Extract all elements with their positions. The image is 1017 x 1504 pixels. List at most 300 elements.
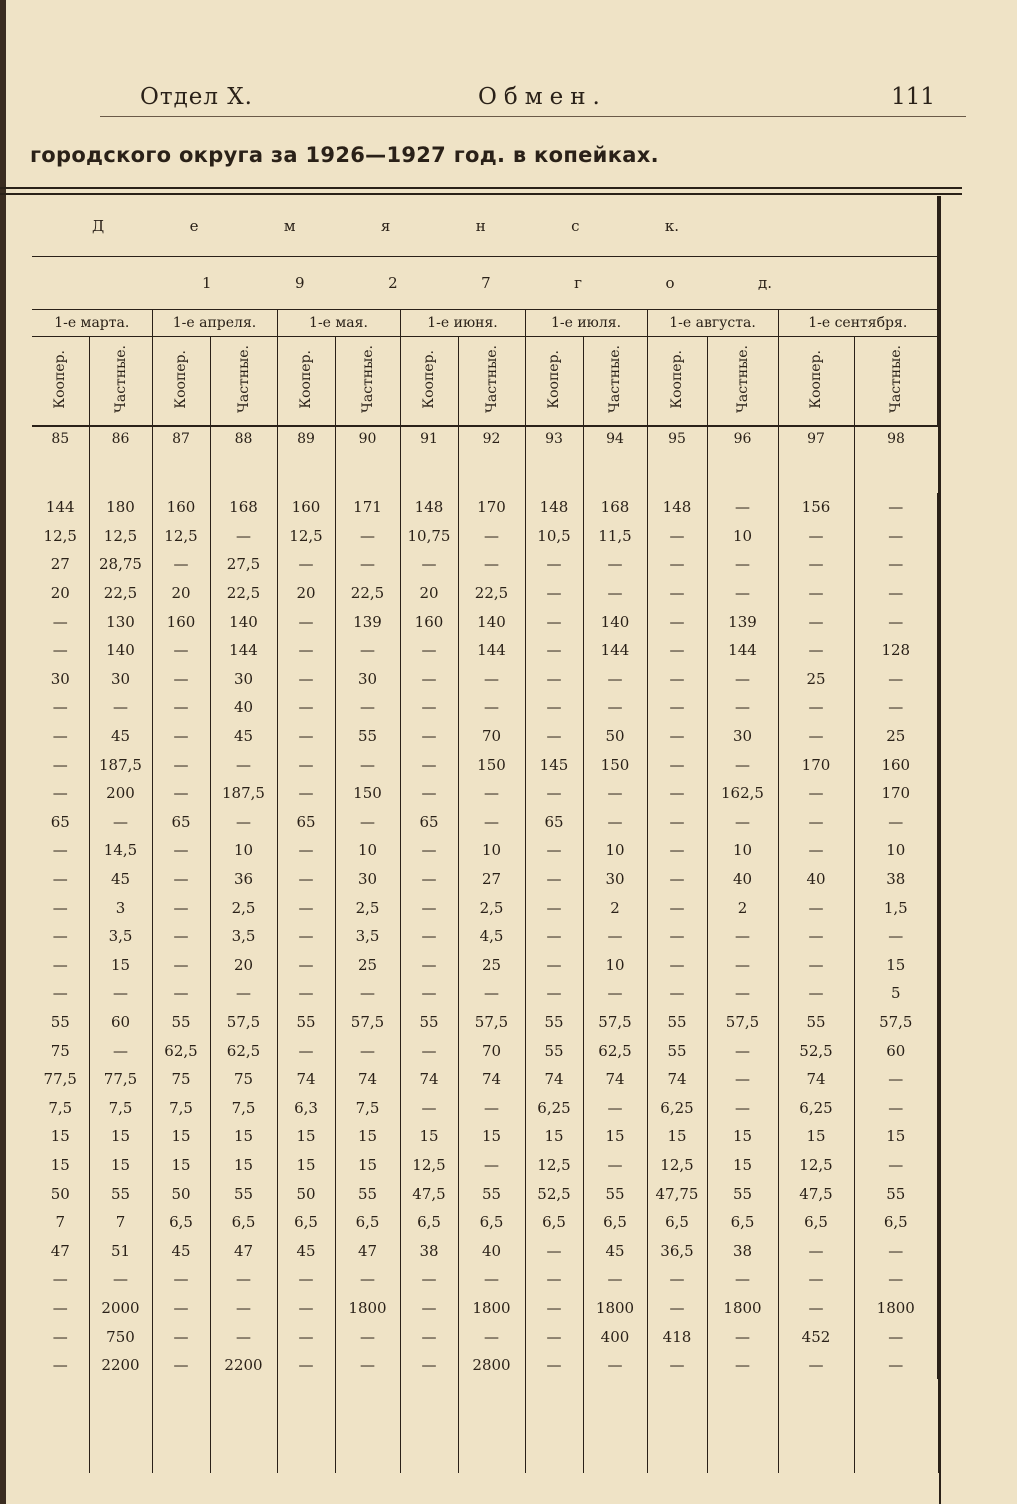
table-cell: — xyxy=(277,922,335,951)
table-cell: — xyxy=(335,693,400,722)
table-cell: — xyxy=(32,693,89,722)
table-row xyxy=(32,836,938,865)
column-number: 86 xyxy=(89,426,152,451)
table-cell: 22,5 xyxy=(335,579,400,608)
tail-cell xyxy=(32,1379,89,1473)
table-cell: 6,5 xyxy=(335,1208,400,1237)
table-cell: — xyxy=(854,922,938,951)
table-cell: — xyxy=(277,607,335,636)
table-cell: 6,25 xyxy=(525,1093,583,1122)
table-cell: — xyxy=(707,922,778,951)
table-cell: 50 xyxy=(32,1179,89,1208)
table-cell: — xyxy=(647,1351,707,1380)
table-cell: — xyxy=(778,951,854,980)
type-header-cell xyxy=(458,337,525,427)
table-cell: — xyxy=(152,636,210,665)
table-cell: — xyxy=(335,1265,400,1294)
table-cell: — xyxy=(152,665,210,694)
table-cell: 11,5 xyxy=(583,522,647,551)
table-cell: 15 xyxy=(647,1122,707,1151)
table-cell: — xyxy=(400,1036,458,1065)
table-cell: — xyxy=(400,550,458,579)
table-cell: — xyxy=(400,636,458,665)
table-cell: 7 xyxy=(89,1208,152,1237)
gap-cell xyxy=(89,451,152,493)
table-cell: — xyxy=(458,979,525,1008)
table-cell: — xyxy=(854,607,938,636)
table-cell: 10 xyxy=(458,836,525,865)
table-cell: 148 xyxy=(525,493,583,522)
table-row xyxy=(32,979,938,1008)
table-cell: — xyxy=(152,750,210,779)
gap-cell xyxy=(32,451,89,493)
table-cell: — xyxy=(277,836,335,865)
table-cell: — xyxy=(335,636,400,665)
table-cell: — xyxy=(32,1351,89,1380)
type-header-cell xyxy=(210,337,277,427)
table-cell: 12,5 xyxy=(32,522,89,551)
table-cell: — xyxy=(458,1093,525,1122)
coop-label: Коопер. xyxy=(173,349,189,409)
table-cell: 144 xyxy=(707,636,778,665)
table-cell: 15 xyxy=(335,1122,400,1151)
table-cell: — xyxy=(583,693,647,722)
table-cell: 30 xyxy=(210,665,277,694)
table-cell: 51 xyxy=(89,1236,152,1265)
year-letter: г xyxy=(574,274,582,292)
table-cell: — xyxy=(583,779,647,808)
table-row xyxy=(32,1093,938,1122)
table-cell: — xyxy=(854,1236,938,1265)
table-row xyxy=(32,1236,938,1265)
table-cell: — xyxy=(707,1036,778,1065)
table-cell: — xyxy=(277,550,335,579)
table-cell: — xyxy=(335,550,400,579)
table-cell: — xyxy=(583,1093,647,1122)
table-cell: 55 xyxy=(400,1008,458,1037)
table-cell: — xyxy=(854,808,938,837)
table-cell: — xyxy=(778,1265,854,1294)
month-header: 1-е апреля. xyxy=(152,310,277,337)
type-header-cell xyxy=(707,337,778,427)
table-cell: — xyxy=(400,693,458,722)
table-cell: — xyxy=(854,1351,938,1380)
table-cell: — xyxy=(32,979,89,1008)
table-cell: 65 xyxy=(32,808,89,837)
table-cell: 40 xyxy=(778,865,854,894)
table-cell: 171 xyxy=(335,493,400,522)
table-cell: — xyxy=(400,1351,458,1380)
table-cell: 45 xyxy=(89,722,152,751)
month-header: 1-е июня. xyxy=(400,310,525,337)
coop-label: Коопер. xyxy=(52,349,69,409)
table-cell: — xyxy=(458,1265,525,1294)
column-number: 94 xyxy=(583,426,647,451)
column-number: 87 xyxy=(152,426,210,451)
table-cell: — xyxy=(277,722,335,751)
table-cell: — xyxy=(525,893,583,922)
table-cell: — xyxy=(277,1351,335,1380)
column-number: 89 xyxy=(277,426,335,451)
type-header-cell xyxy=(525,337,583,427)
table-cell: — xyxy=(152,779,210,808)
table-cell: 15 xyxy=(525,1122,583,1151)
table-cell: — xyxy=(707,550,778,579)
table-cell: — xyxy=(89,1036,152,1065)
table-cell: — xyxy=(152,836,210,865)
table-cell: 57,5 xyxy=(210,1008,277,1037)
tail-cell xyxy=(400,1379,458,1473)
year-letter: 7 xyxy=(481,274,491,292)
table-cell: — xyxy=(32,893,89,922)
table-cell: 150 xyxy=(458,750,525,779)
table-cell: 30 xyxy=(583,865,647,894)
table-cell: — xyxy=(277,693,335,722)
table-cell: — xyxy=(647,722,707,751)
table-cell: — xyxy=(335,750,400,779)
table-cell: — xyxy=(778,579,854,608)
table-cell: — xyxy=(400,779,458,808)
table-cell: 77,5 xyxy=(32,1065,89,1094)
table-cell: — xyxy=(583,922,647,951)
table-cell: — xyxy=(210,1294,277,1323)
table-cell: 25 xyxy=(458,951,525,980)
table-cell: 168 xyxy=(583,493,647,522)
tail-cell xyxy=(458,1379,525,1473)
table-cell: 15 xyxy=(854,951,938,980)
table-cell: — xyxy=(400,865,458,894)
table-row xyxy=(32,607,938,636)
table-row xyxy=(32,693,938,722)
table-cell: — xyxy=(854,1322,938,1351)
table-cell: — xyxy=(778,893,854,922)
table-cell: 140 xyxy=(89,636,152,665)
city-letter: е xyxy=(189,217,199,235)
column-number: 92 xyxy=(458,426,525,451)
month-header: 1-е мая. xyxy=(277,310,400,337)
table-cell: 50 xyxy=(583,722,647,751)
table-cell: 139 xyxy=(707,607,778,636)
table-cell: — xyxy=(152,550,210,579)
table-cell: — xyxy=(778,636,854,665)
page-binding-edge xyxy=(0,0,6,1504)
table-cell: — xyxy=(707,665,778,694)
table-cell: 57,5 xyxy=(335,1008,400,1037)
table-cell: — xyxy=(525,636,583,665)
type-header-cell xyxy=(400,337,458,427)
table-cell: — xyxy=(778,808,854,837)
table-cell: 20 xyxy=(32,579,89,608)
table-cell: 28,75 xyxy=(89,550,152,579)
table-cell: 22,5 xyxy=(458,579,525,608)
table-cell: — xyxy=(277,636,335,665)
table-cell: 160 xyxy=(152,607,210,636)
table-cell: — xyxy=(707,693,778,722)
table-row xyxy=(32,808,938,837)
table-cell: — xyxy=(583,1151,647,1180)
table-cell: 144 xyxy=(210,636,277,665)
table-cell: 10 xyxy=(707,522,778,551)
table-cell: — xyxy=(335,979,400,1008)
table-cell: 10 xyxy=(707,836,778,865)
table-cell: — xyxy=(707,979,778,1008)
table-row xyxy=(32,893,938,922)
table-cell: 7,5 xyxy=(89,1093,152,1122)
table-cell: — xyxy=(647,922,707,951)
table-cell: — xyxy=(400,750,458,779)
table-cell: 45 xyxy=(277,1236,335,1265)
type-header-cell xyxy=(89,337,152,427)
table-cell: 52,5 xyxy=(525,1179,583,1208)
table-cell: — xyxy=(152,865,210,894)
gap-cell xyxy=(400,451,458,493)
tail-cell xyxy=(647,1379,707,1473)
table-row xyxy=(32,1008,938,1037)
table-cell: — xyxy=(854,693,938,722)
table-cell: — xyxy=(778,550,854,579)
table-cell: 55 xyxy=(525,1008,583,1037)
table-cell: — xyxy=(707,493,778,522)
tail-cell xyxy=(335,1379,400,1473)
right-frame-rule xyxy=(939,196,941,1504)
table-cell: 3,5 xyxy=(335,922,400,951)
table-cell: — xyxy=(647,808,707,837)
table-cell: 77,5 xyxy=(89,1065,152,1094)
table-cell: — xyxy=(525,865,583,894)
table-cell: — xyxy=(647,636,707,665)
table-cell: 160 xyxy=(152,493,210,522)
table-cell: — xyxy=(583,1351,647,1380)
table-cell: — xyxy=(458,693,525,722)
table-cell: 1800 xyxy=(854,1294,938,1323)
table-cell: 15 xyxy=(210,1122,277,1151)
table-cell: 7,5 xyxy=(335,1093,400,1122)
table-cell: 15 xyxy=(89,951,152,980)
table-cell: 160 xyxy=(277,493,335,522)
table-cell: — xyxy=(32,1294,89,1323)
table-cell: 55 xyxy=(32,1008,89,1037)
table-cell: 1800 xyxy=(458,1294,525,1323)
table-cell: — xyxy=(647,779,707,808)
table-cell: — xyxy=(32,1265,89,1294)
table-cell: 418 xyxy=(647,1322,707,1351)
table-cell: — xyxy=(707,1322,778,1351)
table-cell: — xyxy=(458,665,525,694)
tail-cell xyxy=(89,1379,152,1473)
table-cell: 170 xyxy=(458,493,525,522)
table-cell: — xyxy=(400,951,458,980)
table-cell: 1800 xyxy=(707,1294,778,1323)
table-row xyxy=(32,1151,938,1180)
column-number: 96 xyxy=(707,426,778,451)
table-row xyxy=(32,665,938,694)
gap-cell xyxy=(647,451,707,493)
table-cell: — xyxy=(32,951,89,980)
table-cell: 55 xyxy=(525,1036,583,1065)
tail-cell xyxy=(525,1379,583,1473)
type-header-cell xyxy=(583,337,647,427)
table-row xyxy=(32,550,938,579)
table-cell: — xyxy=(152,722,210,751)
table-cell: — xyxy=(32,922,89,951)
table-cell: 2000 xyxy=(89,1294,152,1323)
table-cell: 38 xyxy=(854,865,938,894)
coop-label: Коопер. xyxy=(546,349,562,409)
table-cell: 6,5 xyxy=(647,1208,707,1237)
table-cell: 15 xyxy=(152,1122,210,1151)
table-cell: — xyxy=(152,1294,210,1323)
table-cell: 50 xyxy=(277,1179,335,1208)
table-cell: 38 xyxy=(707,1236,778,1265)
table-cell: 148 xyxy=(400,493,458,522)
table-cell: 128 xyxy=(854,636,938,665)
table-cell: 145 xyxy=(525,750,583,779)
table-cell: — xyxy=(335,1036,400,1065)
table-cell: 160 xyxy=(400,607,458,636)
table-row xyxy=(32,636,938,665)
table-cell: 15 xyxy=(583,1122,647,1151)
table-cell: 170 xyxy=(778,750,854,779)
table-cell: — xyxy=(277,1294,335,1323)
table-cell: 36,5 xyxy=(647,1236,707,1265)
table-cell: — xyxy=(647,665,707,694)
table-cell: 47 xyxy=(335,1236,400,1265)
coop-label: Коопер. xyxy=(669,349,685,409)
table-cell: — xyxy=(152,693,210,722)
table-cell: 27 xyxy=(458,865,525,894)
table-cell: — xyxy=(778,693,854,722)
table-row xyxy=(32,1065,938,1094)
table-cell: 6,25 xyxy=(647,1093,707,1122)
table-cell: 20 xyxy=(210,951,277,980)
table-row xyxy=(32,750,938,779)
table-cell: 40 xyxy=(458,1236,525,1265)
city-letter: с xyxy=(571,217,580,235)
table-cell: 140 xyxy=(583,607,647,636)
private-label: Частные. xyxy=(734,345,751,413)
table-cell: — xyxy=(335,808,400,837)
table-cell: 7,5 xyxy=(210,1093,277,1122)
table-cell: 140 xyxy=(210,607,277,636)
table-cell: — xyxy=(647,607,707,636)
table-cell: 12,5 xyxy=(89,522,152,551)
table-cell: 6,5 xyxy=(778,1208,854,1237)
table-cell: 20 xyxy=(277,579,335,608)
table-cell: 130 xyxy=(89,607,152,636)
table-cell: — xyxy=(458,550,525,579)
table-row xyxy=(32,522,938,551)
type-header-cell xyxy=(778,337,854,427)
city-letter: Д xyxy=(92,217,105,235)
table-cell: — xyxy=(778,836,854,865)
table-cell: 160 xyxy=(854,750,938,779)
year-letter: 9 xyxy=(295,274,305,292)
coop-label: Коопер. xyxy=(298,349,314,409)
table-cell: 162,5 xyxy=(707,779,778,808)
table-cell: 55 xyxy=(335,722,400,751)
table-cell: — xyxy=(210,522,277,551)
table-cell: 12,5 xyxy=(277,522,335,551)
type-header-cell xyxy=(152,337,210,427)
table-cell: 30 xyxy=(335,865,400,894)
table-cell: — xyxy=(854,665,938,694)
table-cell: — xyxy=(525,979,583,1008)
table-cell: 65 xyxy=(152,808,210,837)
table-cell: 45 xyxy=(152,1236,210,1265)
table-row xyxy=(32,493,938,522)
table-cell: — xyxy=(152,979,210,1008)
tail-cell xyxy=(152,1379,210,1473)
table-cell: — xyxy=(647,836,707,865)
tail-cell xyxy=(210,1379,277,1473)
table-cell: — xyxy=(583,579,647,608)
table-cell: 15 xyxy=(707,1122,778,1151)
table-cell: 60 xyxy=(854,1036,938,1065)
table-cell: 75 xyxy=(32,1036,89,1065)
tail-cell xyxy=(854,1379,938,1473)
table-cell: — xyxy=(400,922,458,951)
table-cell: 74 xyxy=(335,1065,400,1094)
table-cell: 47,5 xyxy=(778,1179,854,1208)
page-header xyxy=(30,84,965,118)
table-cell: — xyxy=(400,836,458,865)
table-cell: — xyxy=(32,636,89,665)
table-cell: 57,5 xyxy=(583,1008,647,1037)
table-cell: 2,5 xyxy=(335,893,400,922)
table-cell: — xyxy=(647,979,707,1008)
table-cell: — xyxy=(525,1294,583,1323)
table-cell: — xyxy=(647,750,707,779)
table-cell: 25 xyxy=(335,951,400,980)
table-cell: — xyxy=(583,1265,647,1294)
table-row xyxy=(32,579,938,608)
table-cell: — xyxy=(525,1322,583,1351)
table-row xyxy=(32,951,938,980)
table-cell: — xyxy=(525,922,583,951)
table-cell: — xyxy=(778,1236,854,1265)
table-cell: — xyxy=(778,722,854,751)
table-cell: 27 xyxy=(32,550,89,579)
table-cell: 1,5 xyxy=(854,893,938,922)
table-cell: 12,5 xyxy=(778,1151,854,1180)
table-cell: 57,5 xyxy=(707,1008,778,1037)
city-letter: н xyxy=(475,217,486,235)
month-header-row xyxy=(32,310,938,337)
table-cell: 25 xyxy=(854,722,938,751)
table-cell: 2,5 xyxy=(458,893,525,922)
table-cell: — xyxy=(647,865,707,894)
table-cell: — xyxy=(525,1265,583,1294)
table-cell: — xyxy=(210,979,277,1008)
table-cell: — xyxy=(210,1322,277,1351)
table-cell: 75 xyxy=(152,1065,210,1094)
table-cell: 2,5 xyxy=(210,893,277,922)
table-cell: — xyxy=(854,1151,938,1180)
city-row xyxy=(32,196,938,257)
table-cell: 30 xyxy=(89,665,152,694)
table-cell: 1800 xyxy=(583,1294,647,1323)
table-cell: 180 xyxy=(89,493,152,522)
table-cell: 15 xyxy=(854,1122,938,1151)
table-cell: 2800 xyxy=(458,1351,525,1380)
table-cell: 74 xyxy=(458,1065,525,1094)
type-header-row xyxy=(32,337,938,427)
table-cell: — xyxy=(647,1265,707,1294)
table-row xyxy=(32,1265,938,1294)
table-cell: 40 xyxy=(210,693,277,722)
table-cell: — xyxy=(854,550,938,579)
gap-cell xyxy=(707,451,778,493)
